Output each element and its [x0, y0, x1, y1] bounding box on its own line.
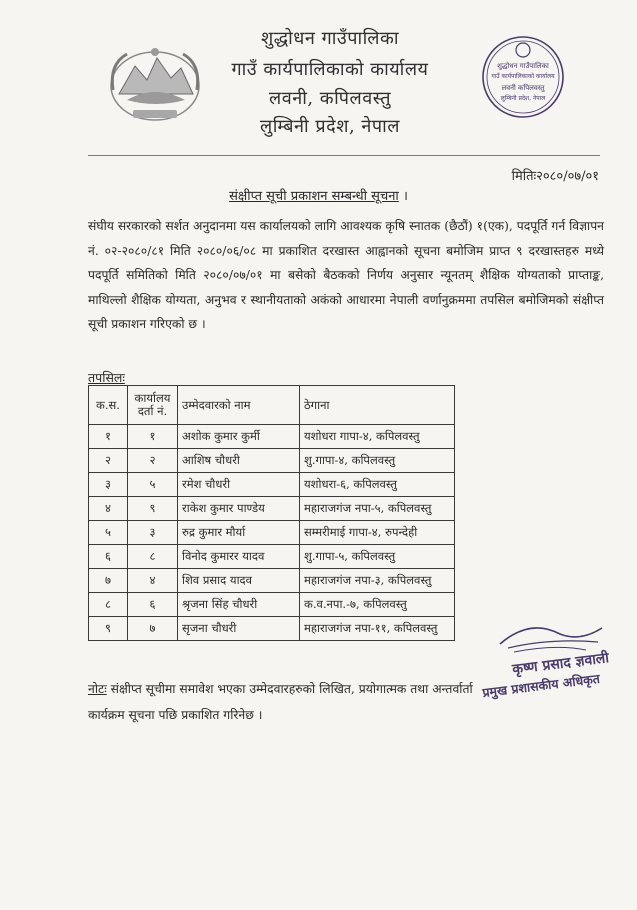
header-name: उम्मेदवारको नाम [178, 386, 300, 425]
details-label: तपसिलः [88, 370, 125, 385]
table-row [89, 617, 455, 641]
table-row [89, 569, 455, 593]
signatory-name: कृष्ण प्रसाद ज्ञवाली [511, 650, 610, 678]
table-row [89, 473, 455, 497]
cell-address: महाराजगंज नपा-११, कपिलवस्तु [300, 617, 455, 641]
cell-sn: ७ [89, 569, 128, 593]
cell-address: यशोधरा-६, कपिलवस्तु [300, 473, 455, 497]
seal-line-4: लुम्बिनी प्रदेश, नेपाल [500, 95, 546, 102]
office-address: लवनी, कपिलवस्तु [269, 88, 391, 109]
header-sn: क.स. [89, 386, 128, 425]
header-address: ठेगाना [300, 386, 455, 425]
notice-date: मितिः२०८०/०७/०१ [511, 169, 599, 184]
cell-address: सम्मरीमाई गापा-४, रुपन्देही [300, 521, 455, 545]
cell-name: आशिष चौधरी [178, 449, 300, 473]
seal-line-1: शुद्धोधन गाउँपालिका [497, 62, 549, 70]
table-row [89, 521, 455, 545]
notice-body: संघीय सरकारको सर्शत अनुदानमा यस कार्यालयको लागि आवश्यक कृषि स्नातक (छैठौं) १(एक), पदपूर्ति गर्न विज्ञापन नं. ०२-२०८०/८१ मिति २०८०/०६/०८ मा प्रकाशित दरखास्त आह्वानको सूचना बमोजिम प्राप्त ९ दरखास्तहरु मध्ये पदपूर्ति समितिको मिति २०८०/०७/०१ मा बसेको बैठकको निर्णय अनुसार न्यूनतम् शैक्षिक योग्यताको प्राप्ताङ्क, माथिल्लो शैक्षिक योग्यता, अनुभव र स्थानीयताको अकंको आधारमा नेपाली वर्णानुक्रममा तपसिल बमोजिमको संक्षीप्त सूची प्रकाशन गरिएको छ । [88, 219, 604, 331]
cell-reg: ३ [128, 521, 178, 545]
subject-text: संक्षीप्त सूची प्रकाशन सम्बन्धी सूचना [229, 189, 399, 204]
cell-name: विनोद कुमारर यादव [178, 545, 300, 569]
nepal-emblem-icon [105, 44, 205, 124]
header-divider [88, 155, 600, 156]
table-row [89, 593, 455, 617]
table-row [89, 497, 455, 521]
cell-reg: ४ [128, 569, 178, 593]
notice-subject [0, 186, 637, 204]
cell-name: श्रृजना सिंह चौधरी [178, 593, 300, 617]
table-row [89, 449, 455, 473]
cell-reg: २ [128, 449, 178, 473]
cell-address: शु.गापा-४, कपिलवस्तु [300, 449, 455, 473]
cell-sn: ३ [89, 473, 128, 497]
notice-note [88, 676, 508, 728]
cell-sn: ४ [89, 497, 128, 521]
table-row [89, 425, 455, 449]
cell-address: क.व.नपा.-७, कपिलवस्तु [300, 593, 455, 617]
cell-reg: ७ [128, 617, 178, 641]
office-name: शुद्धोधन गाउँपालिका [261, 28, 399, 49]
header-reg [128, 386, 178, 425]
subject-suffix: । [402, 189, 408, 204]
cell-sn: ८ [89, 593, 128, 617]
cell-address: यशोधरा गापा-४, कपिलवस्तु [300, 425, 455, 449]
cell-name: शिव प्रसाद यादव [178, 569, 300, 593]
cell-sn: १ [89, 425, 128, 449]
seal-line-2: गाउँ कार्यपालिकाको कार्यालय [491, 73, 555, 80]
seal-line-3: लवनी कपिलवस्तु [501, 84, 545, 92]
header-reg-line2: दर्ता नं. [137, 404, 168, 418]
cell-reg: ५ [128, 473, 178, 497]
cell-address: महाराजगंज नपा-३, कपिलवस्तु [300, 569, 455, 593]
cell-name: रमेश चौधरी [178, 473, 300, 497]
cell-sn: ६ [89, 545, 128, 569]
cell-reg: ८ [128, 545, 178, 569]
candidate-table [88, 385, 455, 641]
table-header-row [89, 386, 455, 425]
cell-reg: ६ [128, 593, 178, 617]
cell-sn: ९ [89, 617, 128, 641]
note-label: नोटः [88, 682, 107, 696]
cell-name: रुद्र कुमार मौर्या [178, 521, 300, 545]
cell-address: महाराजगंज नपा-५, कपिलवस्तु [300, 497, 455, 521]
cell-reg: १ [128, 425, 178, 449]
cell-reg: ९ [128, 497, 178, 521]
office-province: लुम्बिनी प्रदेश, नेपाल [260, 116, 400, 137]
office-subtitle: गाउँ कार्यपालिकाको कार्यालय [231, 59, 429, 80]
cell-address: शु.गापा-५, कपिलवस्तु [300, 545, 455, 569]
cell-sn: ५ [89, 521, 128, 545]
cell-name: अशोक कुमार कुर्मी [178, 425, 300, 449]
table-row [89, 545, 455, 569]
cell-name: राकेश कुमार पाण्डेय [178, 497, 300, 521]
office-seal-icon [478, 32, 568, 122]
note-text: संक्षीप्त सूचीमा समावेश भएका उम्मेदवारहरुको लिखित, प्रयोगात्मक तथा अन्तर्वार्ता कार्यक्रम सूचना पछि प्रकाशित गरिनेछ । [88, 682, 473, 722]
header-reg-line1: कार्यालय [134, 391, 171, 405]
cell-name: सृजना चौधरी [178, 617, 300, 641]
signatory-title: प्रमुख प्रशासकीय अधिकृत [481, 670, 601, 701]
cell-sn: २ [89, 449, 128, 473]
